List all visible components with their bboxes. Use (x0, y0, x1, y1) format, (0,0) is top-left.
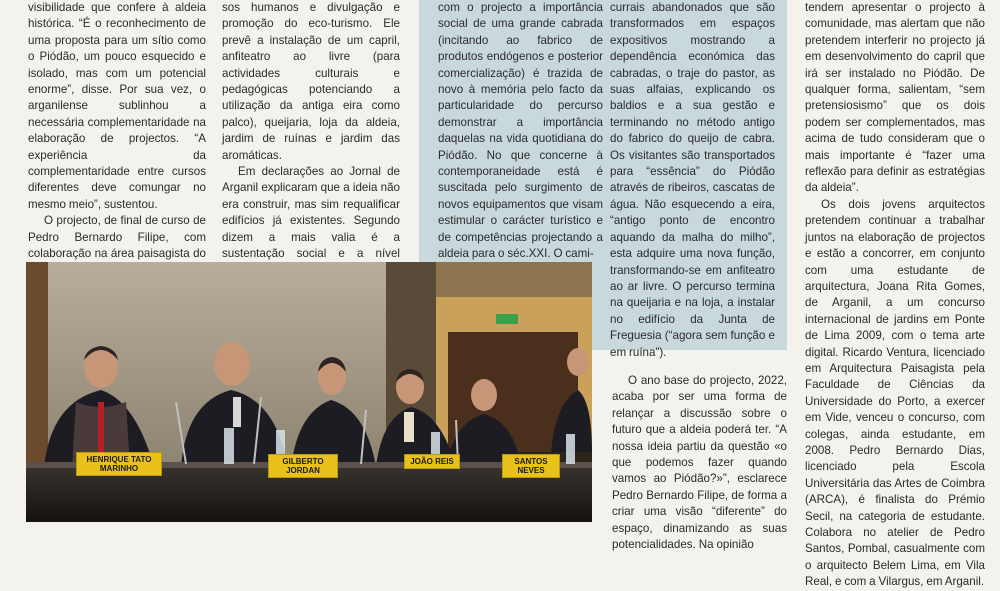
article-column-4 (610, 0, 775, 359)
paragraph: com o projecto a importância social de uma grande cabrada (incitando ao fabrico de produtos endógenos e posterior comercialização) é trazida de novo à memória pelo facto da particularidade do percurso demonstrar a importância daquelas na vida quotidiana do Piódão. No que concerne à contemporaneidade está é suscitada pelo surgimento de novos equipamentos que visam estimular o carácter turístico e de competências projectando a aldeia para o séc.XXI. O cami- (438, 1, 603, 261)
article-column-1 (28, 0, 206, 261)
paragraph: O projecto, de final de curso de Pedro Bernardo Filipe, com colaboração na área paisagista do (28, 214, 206, 261)
paragraph: Os dois jovens arquitectos pretendem continuar a trabalhar juntos na elaboração de projectos e estão a concorrer, em conjunto com uma estudante de arquitectura, Joana Rita Gomes, de Arganil, a um concurso internacional de jardins em Ponte de Lima 2009, com o tema arte digital. Ricardo Ventura, licenciado em Arquitectura Paisagista pela Faculdade de Ciências da Universidade do Porto, a exercer em Vide, venceu o concurso, com colegas, ainda estudante, em 2008. Pedro Bernardo Dias, licenciado pela Escola Universitária das Artes de Coimbra (ARCA), é finalista do Prémio Secil, na categoria de estudante. Colabora no atelier de Pedro Santos, Pombal, casualmente com o arquitecto Belem Lima, em Vila Real, e com a Vilargus, em Arganil. (805, 197, 985, 589)
article-column-6 (805, 0, 985, 589)
nameplate: SANTOS NEVES (502, 454, 560, 478)
photo-illustration (26, 262, 592, 522)
paragraph: currais abandonados que são transformados em espaços expositivos mostrando a dependência económica das cabradas, o traje do pastor, as suas alfaias, explicando os baldios e a sua gestão e terminando no método antigo do fabrico do queijo de cabra. Os visitantes são transportados para “essência” do Piódão através de ribeiros, cascatas de água. Não esquecendo a eira, “antigo ponto de encontro aquando da malha do milho”, esta adquire uma nova função, transformando-se em anfiteatro ao ar livre. O percurso termina na queijaria e na loja, a instalar no edifício da Junta de Freguesia (“agora sem função e em ruína”). (610, 1, 775, 359)
nameplate: GILBERTO JORDAN (268, 454, 338, 478)
paragraph: sos humanos e divulgação e promoção do eco-turismo. Ele prevê a instalação de um capril, anfiteatro ao livre (para actividades culturais e pedagógicas potenciando a utilização da antiga eira como palco), queijaria, loja da aldeia, jardim de ruínas e jardim das aromáticas. (222, 1, 400, 162)
nameplate: HENRIQUE TATO MARINHO (76, 452, 162, 476)
article-column-2 (222, 0, 400, 261)
paragraph: O ano base do projecto, 2022, acaba por ser uma forma de relançar a discussão sobre o futuro que a aldeia poderá ter. “A nossa ideia partiu da questão «o que podemos fazer quando vamos ao Piódão?»”, esclarece Pedro Bernardo Filipe, de forma a criar uma visão “diferente” do espaço, dinamizando as suas potencialidades. Na opinião (612, 374, 787, 552)
article-column-3 (438, 0, 603, 261)
paragraph: visibilidade que confere à aldeia histórica. “É o reconhecimento de uma proposta para um sítio como o Piódão, um pouco esquecido e isolado, mas com um potencial enorme”, disse. Por sua vez, o arganilense sublinhou a necessária complementaridade na elaboração de projectos. “A experiência da complementaridade entre cursos diferentes deve comungar no mesmo meio”, sustentou. (28, 1, 206, 211)
nameplate: JOÃO REIS (404, 454, 460, 469)
paragraph: Em declarações ao Jornal de Arganil explicaram que a ideia não era construir, mas sim requalificar edifícios já existentes. Segundo dizem a mais valia é a sustentação social e a nível (222, 165, 400, 261)
paragraph: tendem apresentar o projecto à comunidade, mas alertam que não pretendem interferir no projecto já em desenvolvimento do capril que irá ser instalado no Piódão. De qualquer forma, salientam, “sem pretensiosismo” que os dois podem ser complementados, mas acima de tudo consideram que o mais importante é “fazer uma reflexão para definir as estratégias da aldeia”. (805, 1, 985, 195)
article-column-5 (612, 373, 787, 552)
event-photo (26, 262, 592, 522)
